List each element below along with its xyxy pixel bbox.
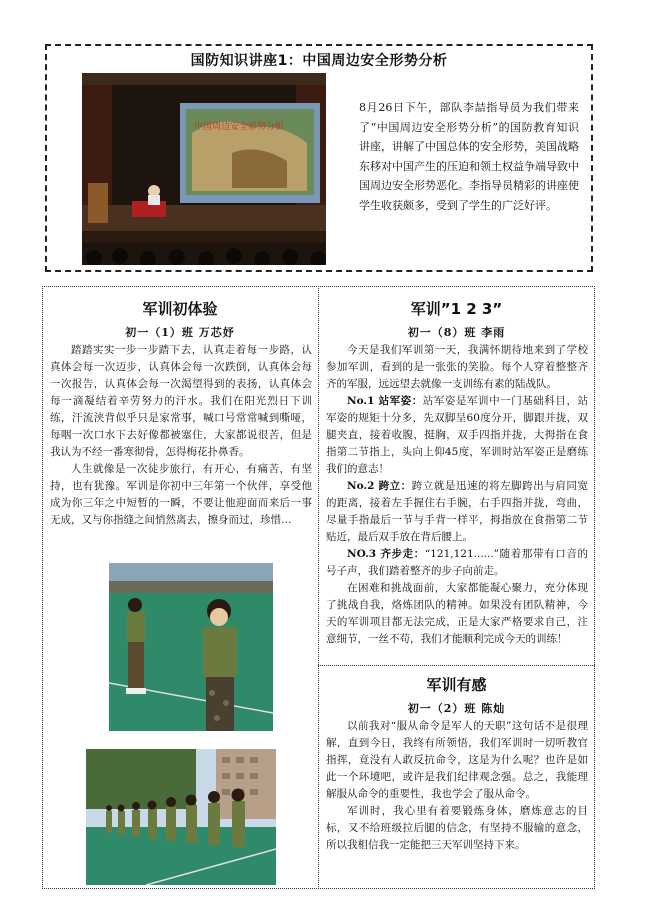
right-top-article-byline: 初一（8）班 李雨 xyxy=(407,326,506,339)
item-1-label: No.1 站军姿： xyxy=(347,395,423,407)
students-marching-image xyxy=(86,749,276,885)
right-top-item-3 xyxy=(326,546,588,580)
students-standing-image xyxy=(109,563,273,731)
right-top-article-title: 军训”1 2 3” xyxy=(410,300,503,318)
left-article-title: 军训初体验 xyxy=(142,300,218,318)
item-2-text: 跨立就是迅速的将左脚跨出与肩同宽的距离，接着左手握住右手腕，右手四指并拢，弯曲，尽量手指最后一节与手背一样平，拇指放在食指第二节贴近，最后双手放在背后腰上。 xyxy=(326,480,588,543)
lecture-box xyxy=(45,44,593,272)
right-top-item-1 xyxy=(326,393,588,478)
right-top-intro: 今天是我们军训第一天，我满怀期待地来到了学校参加军训，看到的是一张张的笑脸。每个人穿着整整齐齐的军服，远远望去就像一支训练有素的陆战队。 xyxy=(326,344,588,390)
training-photo-2 xyxy=(86,749,276,885)
right-section-divider xyxy=(318,665,595,666)
left-paragraph-1: 踏踏实实一步一步踏下去，认真走着每一步路，认真体会每一次迈步，认真体会每一次跌倒，认真体会每一次报告，认真体会每一次渴望得到的表扬，认真体会每一滴凝结着辛劳努力的汗水。我们在阳光烈日下训练，汗流浃背似乎只是家常事，喊口号常常喊到嘶哑，每咽一次口水下去好像都被塞住，大家都说很苦，但是我认为不经一番寒彻骨，怎得梅花扑鼻香。 xyxy=(50,344,312,458)
item-3-text: “121,121......”随着那带有口音的号子声，我们踏着整齐的步子向前走。 xyxy=(326,548,589,577)
lecture-hall-image xyxy=(82,73,326,265)
left-paragraph-2: 人生就像是一次徒步旅行，有开心，有痛苦，有坚持，也有犹豫。军训是你初中三年第一个伙伴，享受他成为你三年之中短暂的一瞬，不要让他迎面而来后一事无成，又与你指缝之间悄然离去，擦身而过，珍惜… xyxy=(50,463,312,526)
item-3-label: NO.3 齐步走： xyxy=(347,548,425,560)
slide-text: 中国周边安全形势分析 xyxy=(194,122,285,132)
right-bottom-article-title: 军训有感 xyxy=(426,676,487,694)
left-article-body xyxy=(50,342,312,529)
right-bottom-paragraph-1: 以前我对“服从命令是军人的天职”这句话不是很理解，直到今日，我终有所领悟，我们军训时一切听教官指挥，竟没有人敢反抗命令，这是为什么呢？也许是如此一个环境吧，或许是我们纪律观念强。总之，我能理解服从命令的重要性，我也学会了服从命令。 xyxy=(326,720,588,800)
column-divider xyxy=(318,286,319,889)
lecture-title: 国防知识讲座1：中国周边安全形势分析 xyxy=(190,53,448,69)
right-top-outro: 在困难和挑战面前，大家都能凝心聚力，充分体现了挑战自我，烙炼团队的精神。如果没有团队精神，今天的军训项目都无法完成，正是大家严格要求自己，注意细节，一丝不苟，我们才能顺利完成今天的训练！ xyxy=(326,582,588,645)
right-top-article-body xyxy=(326,342,588,648)
right-top-item-2 xyxy=(326,478,588,546)
left-article-byline: 初一（1）班 万芯妤 xyxy=(125,326,235,339)
item-2-label: No.2 跨立： xyxy=(347,480,412,492)
training-photo-1 xyxy=(109,563,273,731)
item-1-text: 站军姿是军训中一门基础科目，站军姿的规矩十分多，先双脚呈60度分开，脚跟并拢，双腿夹直，接着收腹，挺胸，双手四指并拢，大拇指在食指第二节指上，头向上仰45度，军训时站军姿正是磨练我们的意志！ xyxy=(326,395,588,475)
right-bottom-article-byline: 初一（2）班 陈灿 xyxy=(407,702,506,715)
right-bottom-article-body xyxy=(326,718,588,854)
lecture-photo xyxy=(82,73,326,265)
lecture-text: 8月26日下午，部队李喆指导员为我们带来了“中国周边安全形势分析”的国防教育知识讲座，讲解了中国总体的安全形势，美国战略东移对中国产生的压迫和领土权益争端导致中国周边安全形势恶化。李指导员精彩的讲座使学生收获颇多，受到了学生的广泛好评。 xyxy=(359,101,579,212)
right-bottom-paragraph-2: 军训时，我心里有着要锻炼身体，磨炼意志的目标，又不给班级拉后腿的信念，有坚持不服输的意念，所以我相信我一定能把三天军训坚持下来。 xyxy=(326,805,588,851)
